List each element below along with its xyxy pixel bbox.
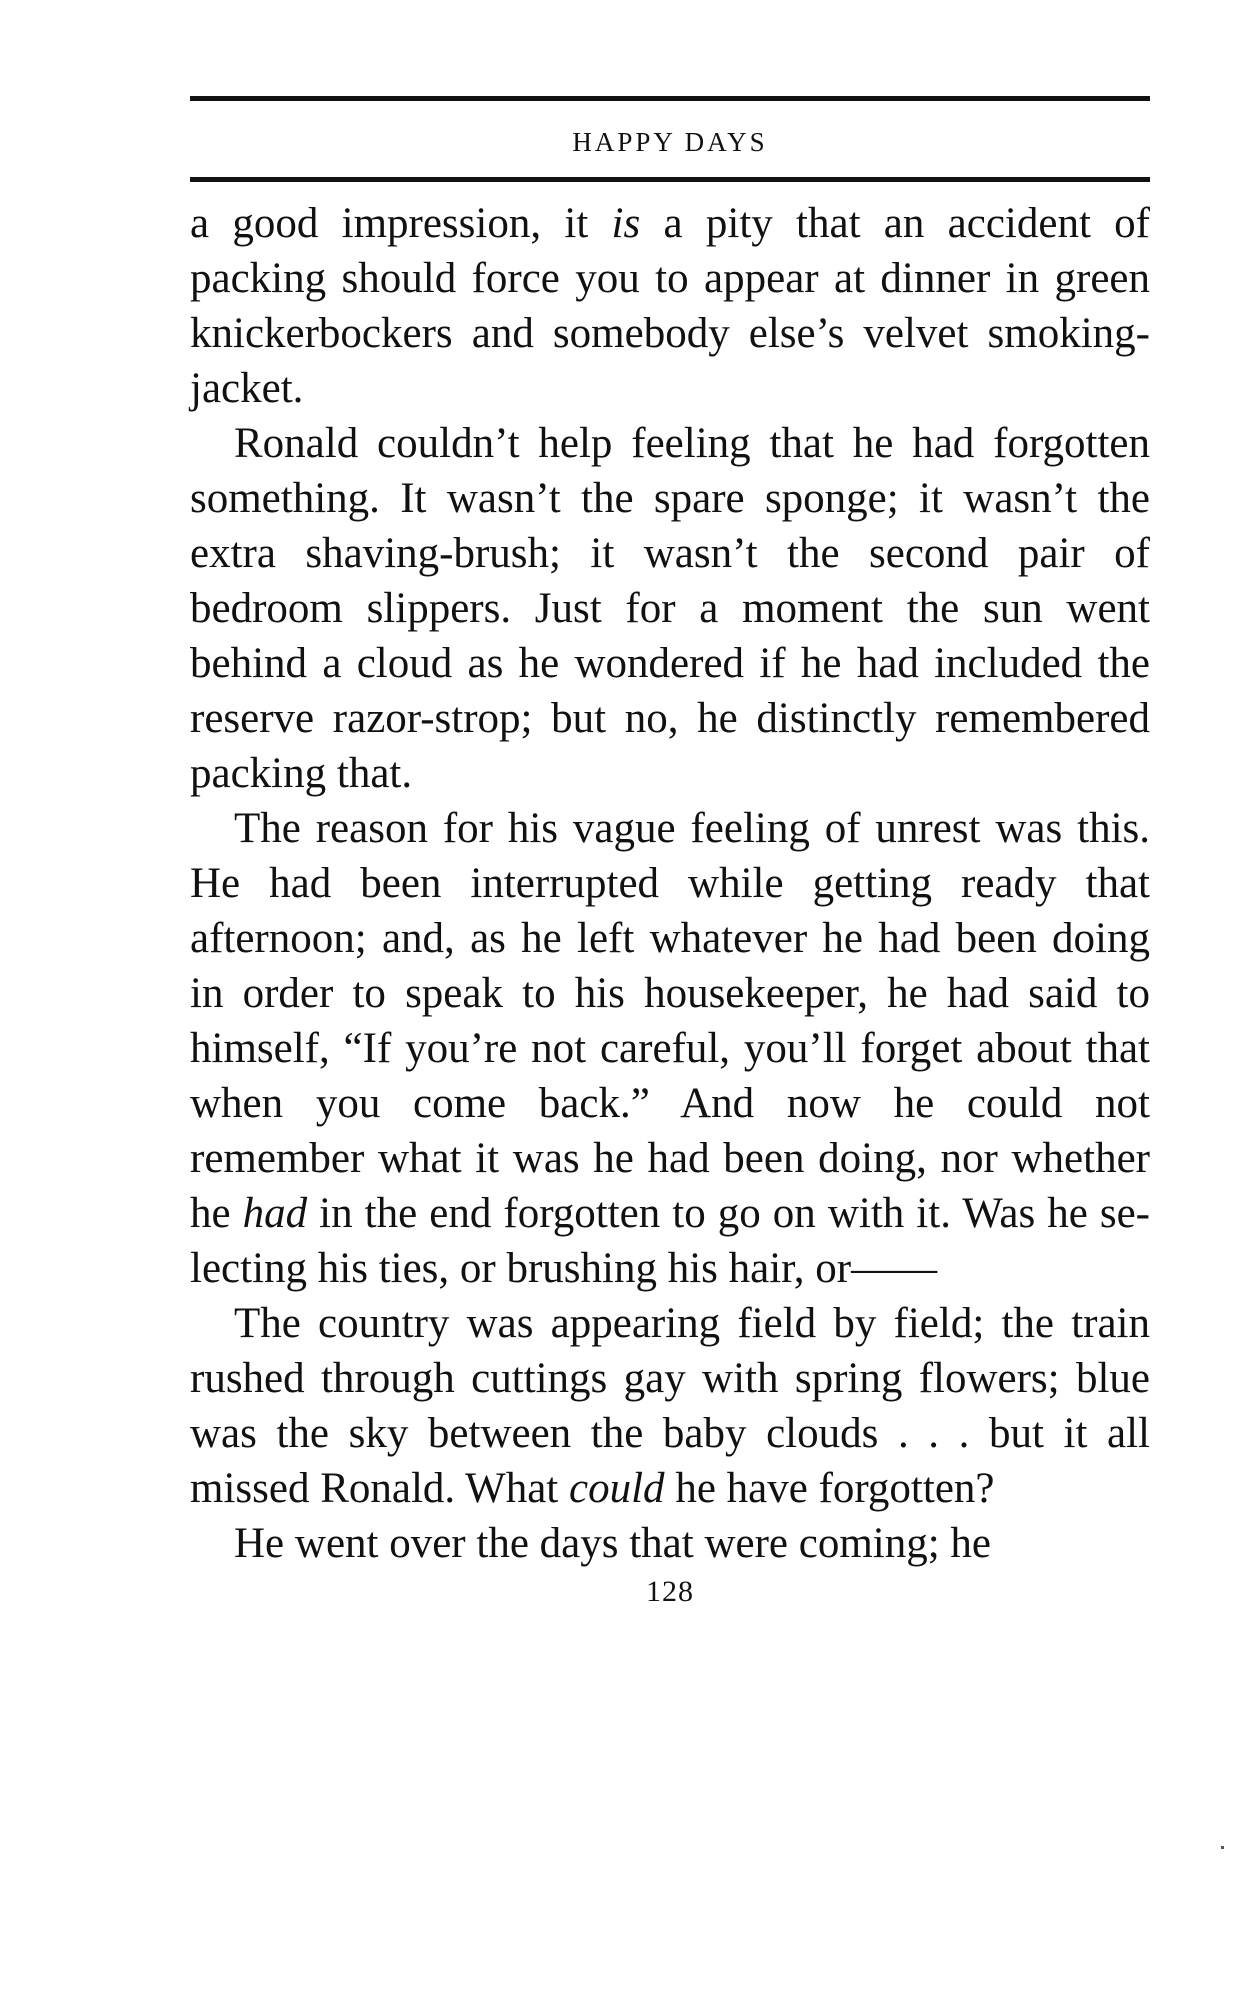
paragraph-text: a pity that an accident of packing should force you to appear at dinner in green knickerbockers and somebody else’s velvet smoking-jacket. <box>190 200 1150 412</box>
paragraph-text: He went over the days that were coming; he <box>234 1520 992 1567</box>
running-head: HAPPY DAYS <box>572 127 768 157</box>
italic-text: is <box>611 200 641 247</box>
paper-speck <box>1221 1846 1224 1849</box>
paragraph-text: Ronald couldn’t help feeling that he had forgotten something. It wasn’t the spare sponge; it wasn’t the extra shaving-brush; it wasn’t the second pair of bedroom slippers. Just for a moment the sun went behind a cloud as he wondered if he had included the reserve razor-strop; but no, he distinctly remembered packing that. <box>190 420 1150 797</box>
paragraph-text: he have forgotten? <box>664 1465 995 1512</box>
paragraph-text: in the end forgotten to go on with it. Was he selecting his ties, or brushing his hair, or—— <box>190 1190 1150 1292</box>
page-number: 128 <box>646 1575 694 1608</box>
paragraph <box>190 1516 1150 1571</box>
body-text <box>190 196 1150 1571</box>
paragraph-text: a good impression, it <box>190 200 612 247</box>
paragraph <box>190 416 1150 801</box>
italic-text: could <box>569 1465 665 1512</box>
paragraph <box>190 801 1150 1296</box>
paragraph <box>190 1296 1150 1516</box>
italic-text: had <box>242 1190 308 1237</box>
paragraph-text: The reason for his vague feeling of unrest was this. He had been interrupted while getting ready that afternoon; and, as he left whatever he had been doing in order to speak to his housekeeper, he had said to himself, “If you’re not careful, you’ll forget about that when you come back.” And now he could not remember what it was he had been doing, nor whether he <box>190 805 1150 1237</box>
paragraph <box>190 196 1150 416</box>
paragraph-text: The country was appearing field by field; the train rushed through cuttings gay with spring flowers; blue was the sky between the baby clouds . . . but it all missed Ronald. What <box>190 1300 1150 1512</box>
header-rule-bottom <box>190 177 1150 182</box>
book-page <box>190 96 1150 1609</box>
header-rule-top <box>190 96 1150 101</box>
